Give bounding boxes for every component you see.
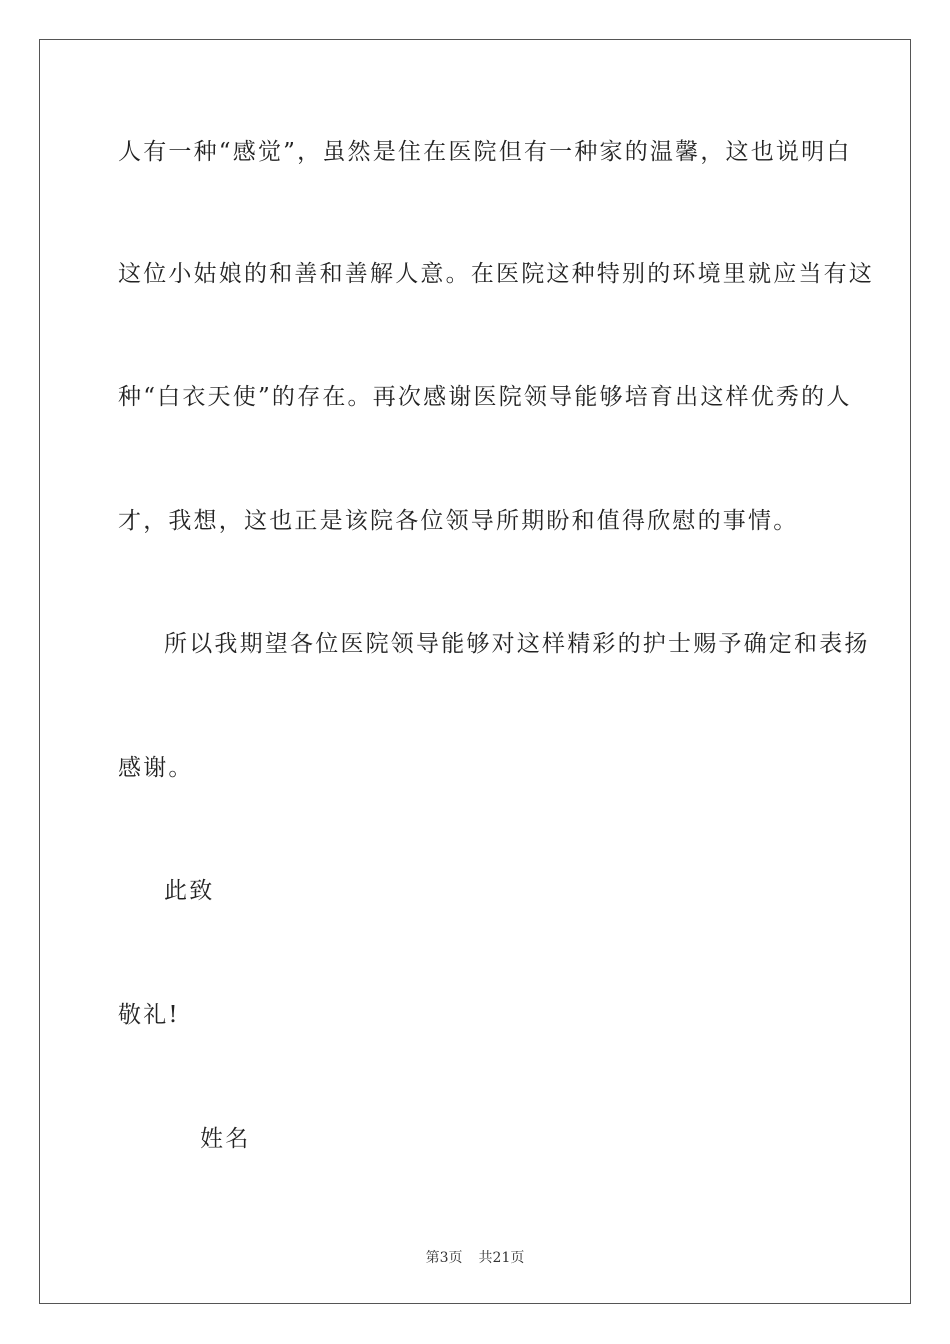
body-text-line-3: 种“白衣天使”的存在。再次感谢医院领导能够培育出这样优秀的人 (118, 384, 852, 410)
closing-regards: 敬礼! (118, 1002, 180, 1028)
page-footer (0, 1247, 950, 1267)
page-border (39, 39, 911, 1304)
signature-name: 姓名 (200, 1126, 251, 1152)
page-total: 共21页 (478, 1250, 525, 1266)
body-text-line-1: 人有一种“感觉”，虽然是住在医院但有一种家的温馨，这也说明白 (118, 139, 852, 165)
closing-salutation: 此致 (164, 878, 215, 904)
body-text-line-4: 才，我想，这也正是该院各位领导所期盼和值得欣慰的事情。 (118, 508, 799, 534)
body-text-line-5: 所以我期望各位医院领导能够对这样精彩的护士赐予确定和表扬 (164, 631, 870, 657)
body-text-line-6: 感谢。 (118, 755, 194, 781)
page-number: 第3页 (425, 1250, 463, 1266)
body-text-line-2: 这位小姑娘的和善和善解人意。在医院这种特别的环境里就应当有这 (118, 261, 874, 287)
